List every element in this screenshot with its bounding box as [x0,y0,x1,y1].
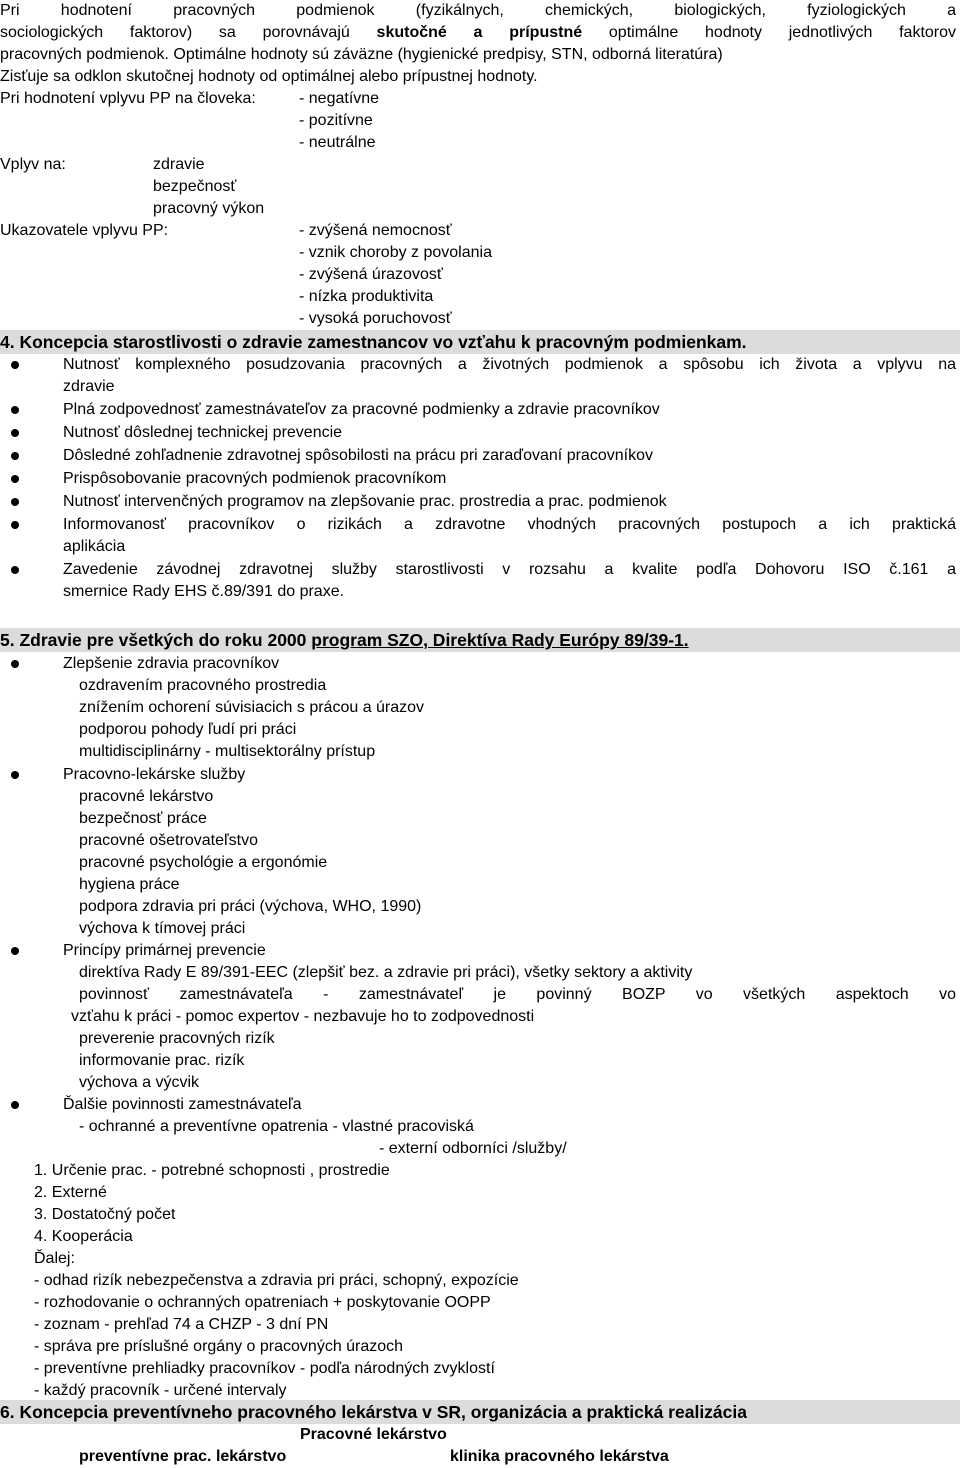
further-label: Ďalej: [34,1250,75,1267]
section-5-heading [0,628,960,652]
s6-center-label: Pracovné lekárstvo [300,1426,447,1443]
bullet-icon [11,660,19,668]
s5-group-3-item: výchova a výcvik [79,1074,200,1091]
s5-group-1-title: Zlepšenie zdravia pracovníkov [63,655,280,672]
s5-group-2-item: pracovné ošetrovateľstvo [79,832,258,849]
s5-group-3-line-1: direktíva Rady E 89/391-EEC (zlepšiť bez. a zdravie pri práci), všetky sektory a aktivity [79,964,693,981]
s5-group-3-line-3: vzťahu k práci - pomoc expertov - nezbavuje ho to zodpovednosti [71,1008,535,1025]
section-5-heading-a: 5. Zdravie pre všetkých do roku 2000 [0,630,312,650]
s4-bullet-8b: smernice Rady EHS č.89/391 do praxe. [63,583,345,600]
numbered-item: 1. Určenie prac. - potrebné schopnosti , prostredie [34,1162,390,1179]
eval-label: Pri hodnotení vplyvu PP na človeka: [0,90,256,107]
s4-bullet-8a: Zavedenie závodnej zdravotnej služby starostlivosti v rozsahu a kvalite podľa Dohovoru ISO č.161 a [63,561,956,578]
bullet-icon [11,452,19,460]
s5-group-1-item: ozdravením pracovného prostredia [79,677,327,694]
s5-group-1-item: podporou pohody ľudí pri práci [79,721,297,738]
s4-bullet-7b: aplikácia [63,538,126,555]
indicator-item: - nízka produktivita [299,288,434,305]
s5-group-2-title: Pracovno-lekárske služby [63,766,246,783]
intro-line-2c: optimálne hodnoty jednotlivých faktorov [582,24,957,41]
eval-item: - negatívne [299,90,380,107]
bullet-icon [11,566,19,574]
bullet-icon [11,475,19,483]
s5-group-4-line-1: - ochranné a preventívne opatrenia - vlastné pracoviská [79,1118,474,1135]
further-item: - správa pre príslušné orgány o pracovných úrazoch [34,1338,404,1355]
numbered-item: 3. Dostatočný počet [34,1206,176,1223]
indicator-item: - vysoká poruchovosť [299,310,452,327]
s4-bullet-2: Plná zodpovednosť zamestnávateľov za pracovné podmienky a zdravie pracovníkov [63,401,660,418]
s5-group-2-item: pracovné psychológie a ergonómie [79,854,328,871]
impact-label: Vplyv na: [0,156,66,173]
s5-group-4-line-2: - externí odborníci /služby/ [379,1140,567,1157]
numbered-item: 4. Kooperácia [34,1228,133,1245]
bullet-icon [11,429,19,437]
eval-item: - pozitívne [299,112,373,129]
s5-group-4-title: Ďalšie povinnosti zamestnávateľa [63,1096,302,1113]
indicator-item: - zvýšená úrazovosť [299,266,443,283]
bullet-icon [11,361,19,369]
further-item: - zoznam - prehľad 74 a CHZP - 3 dní PN [34,1316,329,1333]
s4-bullet-6: Nutnosť intervenčných programov na zlepšovanie prac. prostredia a prac. podmienok [63,493,667,510]
s4-bullet-4: Dôsledné zohľadnenie zdravotnej spôsobilosti na prácu pri zaraďovaní pracovníkov [63,447,653,464]
s5-group-2-item: podpora zdravia pri práci (výchova, WHO, 1990) [79,898,422,915]
section-6-heading: 6. Koncepcia preventívneho pracovného lekárstva v SR, organizácia a praktická realizácia [0,1400,960,1424]
bullet-icon [11,771,19,779]
section-5-heading-b: program SZO, Direktíva Rady Európy 89/39-1. [311,630,689,650]
s5-group-2-item: bezpečnosť práce [79,810,207,827]
s6-left-label: preventívne prac. lekárstvo [79,1448,287,1465]
bullet-icon [11,1101,19,1109]
bullet-icon [11,521,19,529]
intro-line-3: pracovných podmienok. Optimálne hodnoty sú záväzne (hygienické predpisy, STN, odborná literatúra) [0,46,723,63]
further-item: - odhad rizík nebezpečenstva a zdravia pri práci, schopný, expozície [34,1272,519,1289]
numbered-item: 2. Externé [34,1184,107,1201]
s4-bullet-3: Nutnosť dôslednej technickej prevencie [63,424,343,441]
bullet-icon [11,947,19,955]
s5-group-2-item: výchova k tímovej práci [79,920,246,937]
bullet-icon [11,498,19,506]
s5-group-3-line-2: povinnosť zamestnávateľa - zamestnávateľ je povinný BOZP vo všetkých aspektoch vo [79,986,956,1003]
indicator-item: - zvýšená nemocnosť [299,222,452,239]
eval-item: - neutrálne [299,134,376,151]
s5-group-3-item: preverenie pracovných rizík [79,1030,275,1047]
intro-line-4: Zisťuje sa odklon skutočnej hodnoty od optimálnej alebo prípustnej hodnoty. [0,68,538,85]
further-item: - rozhodovanie o ochranných opatreniach + poskytovanie OOPP [34,1294,491,1311]
impact-item: zdravie [153,156,205,173]
bullet-icon [11,406,19,414]
impact-item: bezpečnosť [153,178,237,195]
intro-bold-phrase: skutočné a prípustné [376,24,583,41]
s5-group-3-item: informovanie prac. rizík [79,1052,245,1069]
section-4-heading: 4. Koncepcia starostlivosti o zdravie zamestnancov vo vzťahu k pracovným podmienkam. [0,330,960,354]
intro-line-2a: sociologických faktorov) sa porovnávajú [0,24,377,41]
indicator-item: - vznik choroby z povolania [299,244,492,261]
intro-line-2 [0,22,956,44]
s5-group-2-item: pracovné lekárstvo [79,788,214,805]
s5-group-1-item: multidisciplinárny - multisektorálny prístup [79,743,376,760]
s4-bullet-5: Prispôsobovanie pracovných podmienok pracovníkom [63,470,447,487]
s5-group-3-title: Princípy primárnej prevencie [63,942,266,959]
s4-bullet-7a: Informovanosť pracovníkov o rizikách a zdravotne vhodných pracovných postupoch a ich praktická [63,516,956,533]
s5-group-2-item: hygiena práce [79,876,180,893]
s6-right-label: klinika pracovného lekárstva [450,1448,669,1465]
s4-bullet-1a: Nutnosť komplexného posudzovania pracovných a životných podmienok a spôsobu ich života a vplyvu na [63,356,956,373]
further-item: - každý pracovník - určené intervaly [34,1382,287,1399]
s5-group-1-item: znížením ochorení súvisiacich s prácou a úrazov [79,699,425,716]
indicators-label: Ukazovatele vplyvu PP: [0,222,169,239]
intro-line-1: Pri hodnotení pracovných podmienok (fyzikálnych, chemických, biologických, fyziologických a [0,2,956,19]
impact-item: pracovný výkon [153,200,265,217]
further-item: - preventívne prehliadky pracovníkov - podľa národných zvyklostí [34,1360,495,1377]
s4-bullet-1b: zdravie [63,378,115,395]
